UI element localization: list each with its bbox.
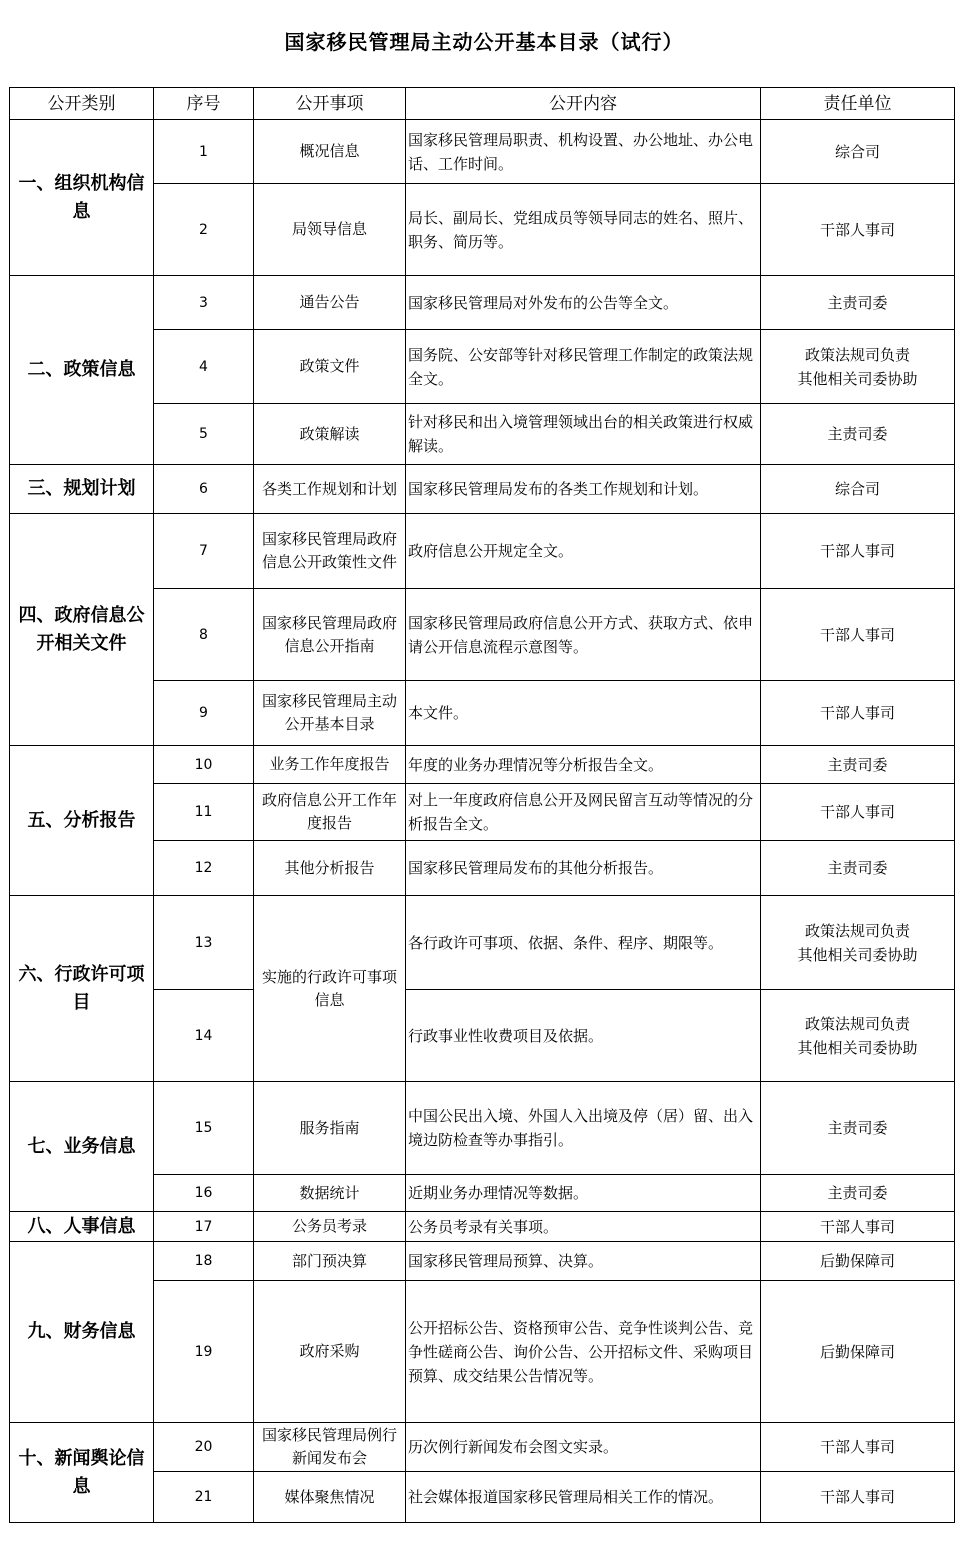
row-content: 国务院、公安部等针对移民管理工作制定的政策法规全文。 xyxy=(406,330,761,404)
row-unit: 主责司委 xyxy=(761,746,955,784)
header-unit: 责任单位 xyxy=(761,88,955,120)
row-unit: 主责司委 xyxy=(761,1175,955,1212)
row-number: 4 xyxy=(154,330,254,404)
row-item: 国家移民管理局政府信息公开指南 xyxy=(254,589,406,681)
row-unit: 干部人事司 xyxy=(761,784,955,841)
row-content: 国家移民管理局职责、机构设置、办公地址、办公电话、工作时间。 xyxy=(406,120,761,184)
row-number: 9 xyxy=(154,681,254,746)
row-item: 国家移民管理局例行新闻发布会 xyxy=(254,1423,406,1472)
row-item: 政策文件 xyxy=(254,330,406,404)
row-number: 15 xyxy=(154,1082,254,1175)
category-cell: 九、财务信息 xyxy=(10,1242,154,1423)
catalog-table xyxy=(9,87,955,1523)
row-number: 2 xyxy=(154,184,254,276)
row-item: 公务员考录 xyxy=(254,1212,406,1242)
row-content: 年度的业务办理情况等分析报告全文。 xyxy=(406,746,761,784)
row-content: 中国公民出入境、外国人入出境及停（居）留、出入境边防检查等办事指引。 xyxy=(406,1082,761,1175)
category-cell: 三、规划计划 xyxy=(10,465,154,514)
row-item: 服务指南 xyxy=(254,1082,406,1175)
row-content: 历次例行新闻发布会图文实录。 xyxy=(406,1423,761,1472)
row-number: 17 xyxy=(154,1212,254,1242)
category-cell: 一、组织机构信息 xyxy=(10,120,154,276)
row-content: 国家移民管理局发布的其他分析报告。 xyxy=(406,841,761,896)
row-number: 18 xyxy=(154,1242,254,1281)
table-row xyxy=(10,896,955,990)
row-item: 各类工作规划和计划 xyxy=(254,465,406,514)
row-number: 14 xyxy=(154,990,254,1082)
row-item: 部门预决算 xyxy=(254,1242,406,1281)
row-item: 局领导信息 xyxy=(254,184,406,276)
row-item: 政府采购 xyxy=(254,1281,406,1423)
row-unit: 政策法规司负责 其他相关司委协助 xyxy=(761,330,955,404)
table-row xyxy=(10,746,955,784)
row-number: 20 xyxy=(154,1423,254,1472)
row-number: 8 xyxy=(154,589,254,681)
row-number: 16 xyxy=(154,1175,254,1212)
row-number: 13 xyxy=(154,896,254,990)
row-number: 1 xyxy=(154,120,254,184)
row-item: 概况信息 xyxy=(254,120,406,184)
row-unit: 干部人事司 xyxy=(761,681,955,746)
row-number: 10 xyxy=(154,746,254,784)
header-content: 公开内容 xyxy=(406,88,761,120)
row-content: 国家移民管理局发布的各类工作规划和计划。 xyxy=(406,465,761,514)
row-unit: 主责司委 xyxy=(761,276,955,330)
row-item: 数据统计 xyxy=(254,1175,406,1212)
row-content: 政府信息公开规定全文。 xyxy=(406,514,761,589)
row-content: 国家移民管理局政府信息公开方式、获取方式、依申请公开信息流程示意图等。 xyxy=(406,589,761,681)
row-number: 12 xyxy=(154,841,254,896)
row-content: 各行政许可事项、依据、条件、程序、期限等。 xyxy=(406,896,761,990)
table-row xyxy=(10,120,955,184)
row-content: 本文件。 xyxy=(406,681,761,746)
row-number: 11 xyxy=(154,784,254,841)
row-unit: 干部人事司 xyxy=(761,589,955,681)
table-row xyxy=(10,1082,955,1175)
row-content: 行政事业性收费项目及依据。 xyxy=(406,990,761,1082)
row-number: 5 xyxy=(154,404,254,465)
row-content: 公开招标公告、资格预审公告、竞争性谈判公告、竞争性磋商公告、询价公告、公开招标文件、采购项目预算、成交结果公告情况等。 xyxy=(406,1281,761,1423)
table-header-row xyxy=(10,88,955,120)
row-unit: 综合司 xyxy=(761,465,955,514)
table-row xyxy=(10,1242,955,1281)
row-item: 国家移民管理局主动公开基本目录 xyxy=(254,681,406,746)
row-unit: 后勤保障司 xyxy=(761,1242,955,1281)
category-cell: 七、业务信息 xyxy=(10,1082,154,1212)
row-content: 国家移民管理局对外发布的公告等全文。 xyxy=(406,276,761,330)
table-row xyxy=(10,514,955,589)
row-item: 实施的行政许可事项信息 xyxy=(254,896,406,1082)
row-item: 政策解读 xyxy=(254,404,406,465)
row-unit: 干部人事司 xyxy=(761,1423,955,1472)
row-unit: 政策法规司负责 其他相关司委协助 xyxy=(761,990,955,1082)
row-unit: 干部人事司 xyxy=(761,1212,955,1242)
row-number: 19 xyxy=(154,1281,254,1423)
row-content: 近期业务办理情况等数据。 xyxy=(406,1175,761,1212)
header-category: 公开类别 xyxy=(10,88,154,120)
row-number: 7 xyxy=(154,514,254,589)
category-cell: 四、政府信息公开相关文件 xyxy=(10,514,154,746)
row-content: 局长、副局长、党组成员等领导同志的姓名、照片、职务、简历等。 xyxy=(406,184,761,276)
row-unit: 主责司委 xyxy=(761,841,955,896)
row-unit: 干部人事司 xyxy=(761,1472,955,1523)
row-unit: 后勤保障司 xyxy=(761,1281,955,1423)
row-item: 国家移民管理局政府信息公开政策性文件 xyxy=(254,514,406,589)
row-item: 其他分析报告 xyxy=(254,841,406,896)
row-unit: 主责司委 xyxy=(761,1082,955,1175)
row-content: 公务员考录有关事项。 xyxy=(406,1212,761,1242)
table-row xyxy=(10,1212,955,1242)
row-number: 3 xyxy=(154,276,254,330)
row-item: 政府信息公开工作年度报告 xyxy=(254,784,406,841)
category-cell: 六、行政许可项目 xyxy=(10,896,154,1082)
category-cell: 二、政策信息 xyxy=(10,276,154,465)
row-number: 6 xyxy=(154,465,254,514)
category-cell: 五、分析报告 xyxy=(10,746,154,896)
row-content: 社会媒体报道国家移民管理局相关工作的情况。 xyxy=(406,1472,761,1523)
table-row xyxy=(10,465,955,514)
row-content: 对上一年度政府信息公开及网民留言互动等情况的分析报告全文。 xyxy=(406,784,761,841)
document-title: 国家移民管理局主动公开基本目录（试行） xyxy=(284,30,684,54)
row-content: 针对移民和出入境管理领域出台的相关政策进行权威解读。 xyxy=(406,404,761,465)
header-number: 序号 xyxy=(154,88,254,120)
row-unit: 干部人事司 xyxy=(761,184,955,276)
row-content: 国家移民管理局预算、决算。 xyxy=(406,1242,761,1281)
header-item: 公开事项 xyxy=(254,88,406,120)
row-item: 业务工作年度报告 xyxy=(254,746,406,784)
row-item: 媒体聚焦情况 xyxy=(254,1472,406,1523)
row-unit: 综合司 xyxy=(761,120,955,184)
row-unit: 干部人事司 xyxy=(761,514,955,589)
row-unit: 主责司委 xyxy=(761,404,955,465)
row-number: 21 xyxy=(154,1472,254,1523)
row-item: 通告公告 xyxy=(254,276,406,330)
category-cell: 十、新闻舆论信息 xyxy=(10,1423,154,1523)
table-row xyxy=(10,1423,955,1472)
row-unit: 政策法规司负责 其他相关司委协助 xyxy=(761,896,955,990)
category-cell: 八、人事信息 xyxy=(10,1212,154,1242)
table-row xyxy=(10,276,955,330)
